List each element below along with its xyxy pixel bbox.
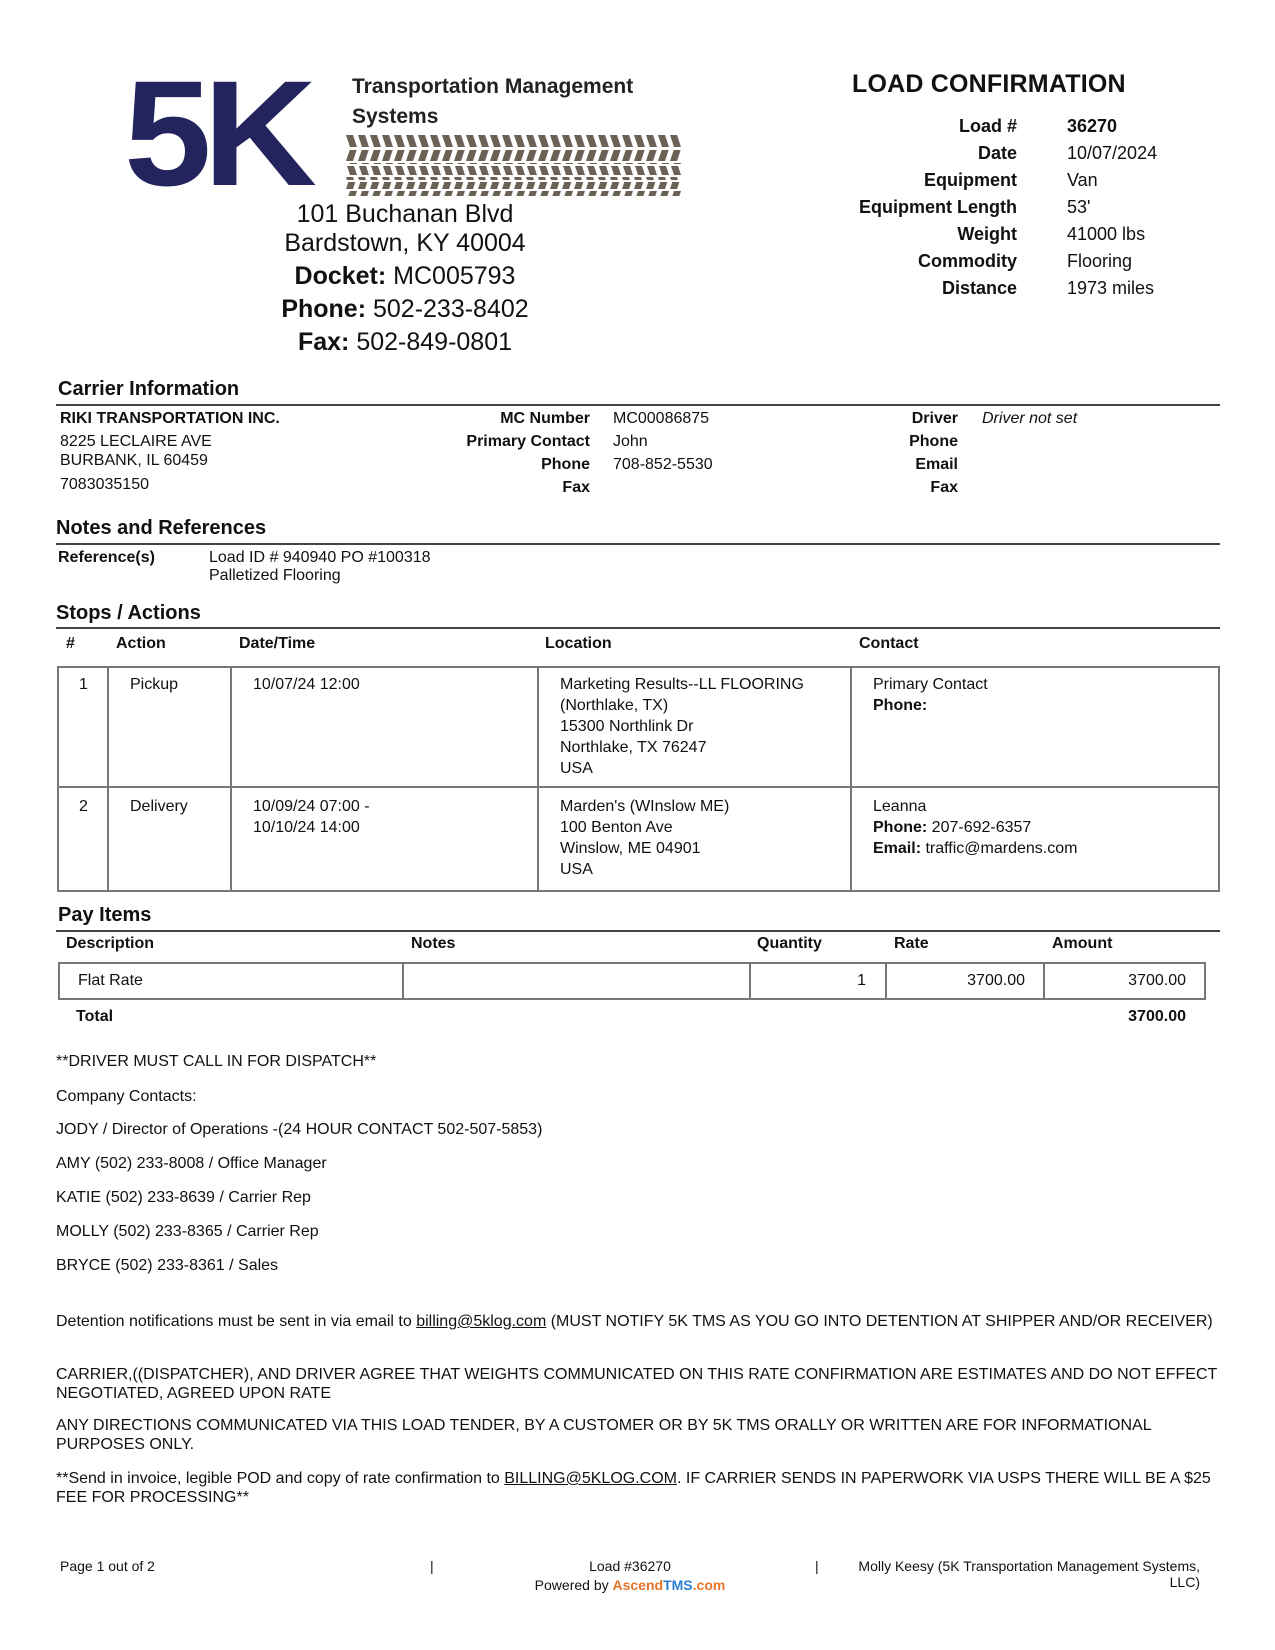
stop-1-location-line: Northlake, TX 76247 xyxy=(560,739,707,756)
stop-2-location-line: Marden's (WInslow ME) xyxy=(560,798,730,815)
stops-section-title: Stops / Actions xyxy=(56,602,201,624)
mc-value: MC00086875 xyxy=(613,410,710,427)
footer-author: Molly Keesy (5K Transportation Management Systems, LLC) xyxy=(858,1558,1200,1590)
load-field-value: 10/07/2024 xyxy=(1067,143,1158,163)
reference-line-2: Palletized Flooring xyxy=(209,567,341,584)
load-field-label: Equipment Length xyxy=(859,197,1017,217)
load-field-value: Van xyxy=(1067,170,1098,190)
tire-tread-graphic xyxy=(346,134,682,196)
stops-header-datetime: Date/Time xyxy=(239,635,316,652)
driver-phone-label: Phone xyxy=(909,433,958,450)
notes-section-title: Notes and References xyxy=(56,517,267,539)
carrier-address-2: BURBANK, IL 60459 xyxy=(60,452,208,469)
load-field-label: Distance xyxy=(941,278,1017,298)
reference-label: Reference(s) xyxy=(58,549,155,566)
primary-contact-value: John xyxy=(613,433,648,450)
carrier-contact-phone-value: 708-852-5530 xyxy=(613,456,713,473)
company-logo-text xyxy=(352,72,633,132)
company-contact-item: BRYCE (502) 233-8361 / Sales xyxy=(56,1257,279,1274)
footer-load-number: Load #36270 xyxy=(589,1558,671,1574)
pay-amount: 3700.00 xyxy=(1128,972,1186,989)
detention-email-link[interactable]: billing@5klog.com xyxy=(416,1313,547,1330)
stop-2-location-line: 100 Benton Ave xyxy=(560,819,673,836)
stop-1-contact-name: Primary Contact xyxy=(873,676,988,693)
pay-quantity: 1 xyxy=(857,972,866,989)
company-contact-item: AMY (502) 233-8008 / Office Manager xyxy=(56,1155,327,1172)
company-contact-item: KATIE (502) 233-8639 / Carrier Rep xyxy=(56,1189,311,1206)
stops-col-divider xyxy=(537,666,539,892)
load-field-label: Load # xyxy=(958,116,1017,136)
carrier-contact-phone-label: Phone xyxy=(541,456,590,473)
pay-rule xyxy=(56,930,1220,932)
footer-separator: | xyxy=(430,1558,434,1574)
pay-section-title: Pay Items xyxy=(58,904,152,926)
stops-header-location: Location xyxy=(545,635,612,652)
company-address-2: Bardstown, KY 40004 xyxy=(284,229,526,257)
load-field-label: Weight xyxy=(957,224,1017,244)
logo-line-2: Systems xyxy=(352,105,439,128)
company-fax: Fax: 502-849-0801 xyxy=(297,328,513,356)
stop-2-contact xyxy=(873,796,1077,859)
company-logo-mark: 5K xyxy=(124,49,309,217)
stop-2-location xyxy=(560,796,729,880)
company-contacts-title: Company Contacts: xyxy=(56,1088,197,1105)
carrier-address-1: 8225 LECLAIRE AVE xyxy=(60,433,212,450)
load-field-value: 53' xyxy=(1067,197,1091,217)
carrier-name: RIKI TRANSPORTATION INC. xyxy=(60,410,280,427)
stop-1-num: 1 xyxy=(79,676,88,693)
stop-2-datetime-end: 10/10/24 14:00 xyxy=(253,819,360,836)
primary-contact-label: Primary Contact xyxy=(466,433,590,450)
stop-2-location-line: USA xyxy=(560,861,593,878)
stop-2-phone: 207-692-6357 xyxy=(931,819,1032,836)
load-field-label: Date xyxy=(977,143,1017,163)
stop-2-email: traffic@mardens.com xyxy=(925,840,1078,857)
stops-col-divider xyxy=(107,666,109,892)
invoice-email-link[interactable]: BILLING@5KLOG.COM xyxy=(504,1470,677,1487)
pay-description: Flat Rate xyxy=(78,972,143,989)
stops-col-divider xyxy=(230,666,232,892)
driver-fax-label: Fax xyxy=(930,479,958,496)
invoice-notice: **Send in invoice, legible POD and copy of rate confirmation to BILLING@5KLOG.COM. IF CARRIER SENDS IN PAPERWORK VIA USPS THERE WILL BE A $25 FEE FOR PROCESSING** xyxy=(56,1470,1211,1506)
notes-rule xyxy=(56,543,1220,545)
company-phone: Phone: 502-233-8402 xyxy=(281,295,529,323)
pay-total-value: 3700.00 xyxy=(1128,1008,1186,1025)
stop-1-datetime: 10/07/24 12:00 xyxy=(253,676,360,693)
stops-row-divider xyxy=(57,786,1220,788)
load-field-label: Equipment xyxy=(924,170,1017,190)
company-contact-item: JODY / Director of Operations -(24 HOUR CONTACT 502-507-5853) xyxy=(56,1121,543,1138)
pay-total-label: Total xyxy=(76,1008,114,1025)
dispatch-notice: **DRIVER MUST CALL IN FOR DISPATCH** xyxy=(56,1053,377,1070)
stops-rule xyxy=(56,627,1220,629)
document-title: LOAD CONFIRMATION xyxy=(852,70,1126,98)
carrier-phone: 7083035150 xyxy=(60,476,149,493)
pay-header-amount: Amount xyxy=(1052,935,1113,952)
stops-header-action: Action xyxy=(116,635,166,652)
load-field-value: Flooring xyxy=(1067,251,1133,271)
driver-value: Driver not set xyxy=(982,410,1078,427)
stop-2-datetime-start: 10/09/24 07:00 - xyxy=(253,798,370,815)
stop-2-phone-label: Phone: xyxy=(873,819,928,836)
reference-line-1: Load ID # 940940 PO #100318 xyxy=(209,549,431,566)
stop-2-action: Delivery xyxy=(130,798,188,815)
footer-page-number: Page 1 out of 2 xyxy=(60,1558,155,1574)
stop-1-contact xyxy=(873,674,988,716)
stops-header-contact: Contact xyxy=(859,635,919,652)
stops-col-divider xyxy=(850,666,852,892)
pay-rate: 3700.00 xyxy=(967,972,1025,989)
logo-line-1: Transportation Management xyxy=(352,75,634,98)
company-address-1: 101 Buchanan Blvd xyxy=(296,200,514,228)
pay-header-notes: Notes xyxy=(411,935,456,952)
pay-header-quantity: Quantity xyxy=(757,935,822,952)
stop-1-location-line: Marketing Results--LL FLOORING xyxy=(560,676,804,693)
driver-email-label: Email xyxy=(915,456,958,473)
company-contact-item: MOLLY (502) 233-8365 / Carrier Rep xyxy=(56,1223,319,1240)
stop-1-location-line: 15300 Northlink Dr xyxy=(560,718,694,735)
stop-1-action: Pickup xyxy=(130,676,179,693)
stop-2-contact-name: Leanna xyxy=(873,798,927,815)
stop-2-num: 2 xyxy=(79,798,88,815)
mc-label: MC Number xyxy=(500,410,590,427)
stop-2-location-line: Winslow, ME 04901 xyxy=(560,840,701,857)
stop-1-location-line: (Northlake, TX) xyxy=(560,697,669,714)
pay-cell-notes xyxy=(402,962,751,1000)
load-field-value: 41000 lbs xyxy=(1067,224,1146,244)
detention-notice: Detention notifications must be sent in via email to billing@5klog.com (MUST NOTIFY 5K TMS AS YOU GO INTO DETENTION AT SHIPPER AND/OR RECEIVER) xyxy=(56,1313,1213,1330)
pay-header-rate: Rate xyxy=(894,935,929,952)
stops-header-num: # xyxy=(66,635,75,652)
load-field-value: 36270 xyxy=(1067,116,1118,136)
stop-2-email-label: Email: xyxy=(873,840,922,857)
load-field-label: Commodity xyxy=(918,251,1017,271)
driver-label: Driver xyxy=(911,410,958,427)
stop-1-location-line: USA xyxy=(560,760,593,777)
carrier-section-title: Carrier Information xyxy=(58,378,240,400)
stop-1-location xyxy=(560,674,804,779)
carrier-fax-label: Fax xyxy=(562,479,590,496)
footer-separator: | xyxy=(815,1558,819,1574)
load-field-value: 1973 miles xyxy=(1067,278,1155,298)
stop-1-phone-label: Phone: xyxy=(873,697,928,714)
ascend-brand: Ascend xyxy=(612,1577,664,1593)
weights-notice: CARRIER,((DISPATCHER), AND DRIVER AGREE THAT WEIGHTS COMMUNICATED ON THIS RATE CONFIRMATION ARE ESTIMATES AND DO NOT EFFECT NEGOTIATED, AGREED UPON RATE xyxy=(56,1366,1217,1402)
pay-header-description: Description xyxy=(66,935,155,952)
stop-2-datetime xyxy=(253,796,370,838)
directions-notice: ANY DIRECTIONS COMMUNICATED VIA THIS LOAD TENDER, BY A CUSTOMER OR BY 5K TMS ORALLY OR WRITTEN ARE FOR INFORMATIONAL PURPOSES ONLY. xyxy=(56,1417,1152,1453)
footer-powered-by: Powered by AscendTMS.com xyxy=(534,1577,726,1593)
carrier-rule xyxy=(56,404,1220,406)
company-docket: Docket: MC005793 xyxy=(294,262,516,290)
